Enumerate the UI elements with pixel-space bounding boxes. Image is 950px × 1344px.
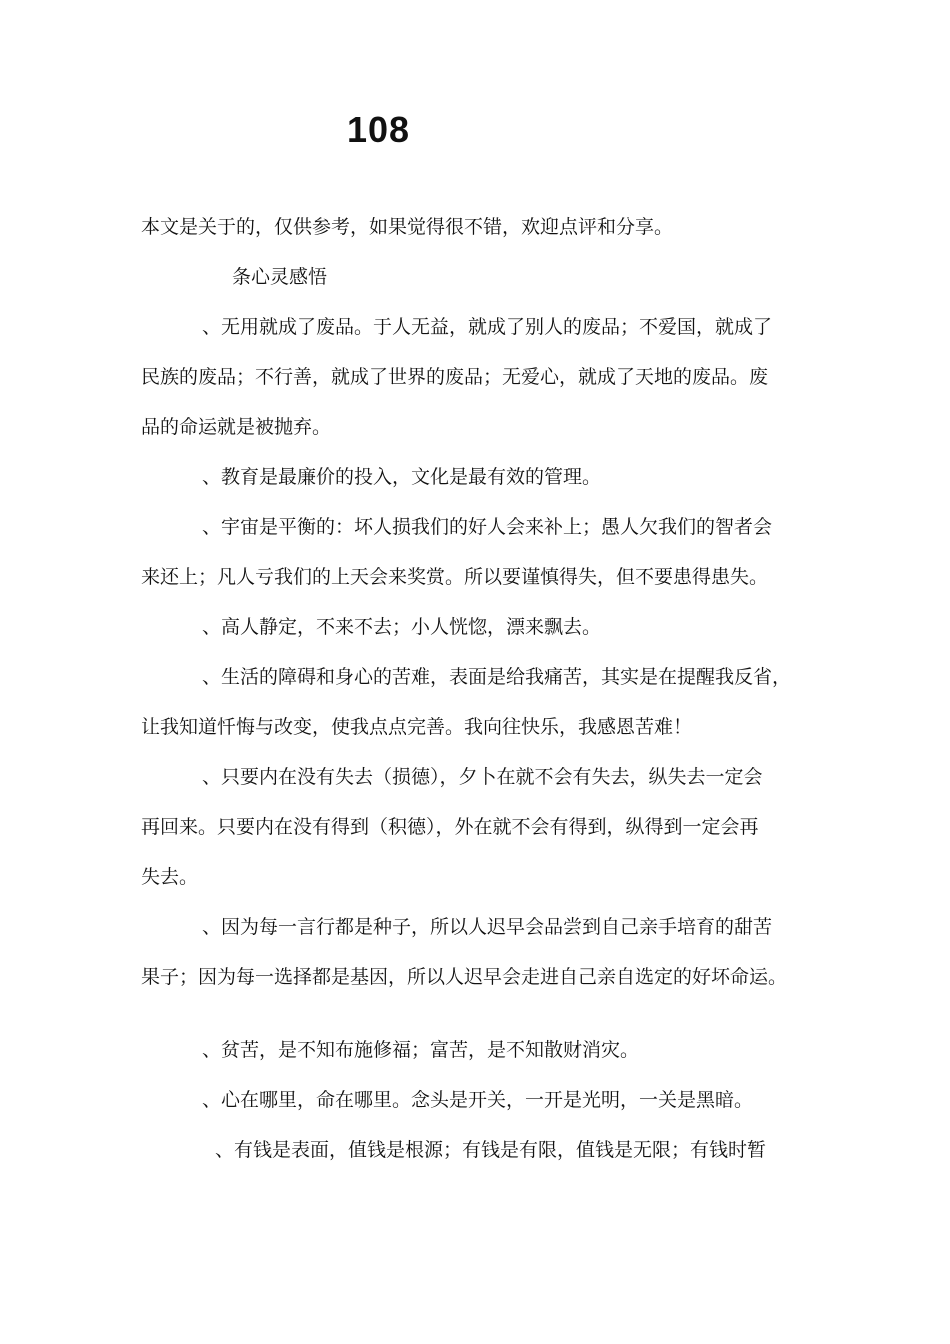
document-title: 108 (347, 109, 411, 150)
subtitle: 条心灵感悟 (232, 266, 328, 288)
paragraph-line: 果子；因为每一选择都是基因，所以人迟早会走进自己亲自选定的好坏命运。 (141, 966, 788, 988)
paragraph-line: 、高人静定，不来不去；小人恍惚，漂来飘去。 (202, 616, 602, 638)
paragraph-line: 、宇宙是平衡的：坏人损我们的好人会来补上；愚人欠我们的智者会 (202, 516, 773, 538)
paragraph-line: 、心在哪里，命在哪里。念头是开关，一开是光明，一关是黑暗。 (202, 1089, 754, 1111)
paragraph-line: 、贫苦，是不知布施修福；富苦，是不知散财消灾。 (202, 1039, 640, 1061)
paragraph-line: 、无用就成了废品。于人无益，就成了别人的废品；不爱国，就成了 (202, 316, 773, 338)
paragraph-line: 让我知道忏悔与改变，使我点点完善。我向往快乐，我感恩苦难！ (141, 716, 693, 738)
paragraph-line: 、有钱是表面，值钱是根源；有钱是有限，值钱是无限；有钱时暂 (215, 1139, 767, 1161)
paragraph-line: 失去。 (141, 866, 199, 888)
paragraph-line: 、教育是最廉价的投入，文化是最有效的管理。 (202, 466, 602, 488)
paragraph-line: 、只要内在没有失去（损德），夕卜在就不会有失去，纵失去一定会 (202, 766, 763, 788)
paragraph-line: 民族的废品；不行善，就成了世界的废品；无爱心，就成了天地的废品。废 (141, 366, 769, 388)
paragraph-line: 、因为每一言行都是种子，所以人迟早会品尝到自己亲手培育的甜苦 (202, 916, 773, 938)
intro-text: 本文是关于的，仅供参考，如果觉得很不错，欢迎点评和分享。 (141, 216, 674, 238)
paragraph-line: 再回来。只要内在没有得到（积德），外在就不会有得到，纵得到一定会再 (141, 816, 759, 838)
paragraph-line: 品的命运就是被抛弃。 (141, 416, 332, 438)
paragraph-line: 来还上；凡人亏我们的上天会来奖赏。所以要谨慎得失，但不要患得患失。 (141, 566, 769, 588)
paragraph-line: 、生活的障碍和身心的苦难，表面是给我痛苦，其实是在提醒我反省， (202, 666, 792, 688)
